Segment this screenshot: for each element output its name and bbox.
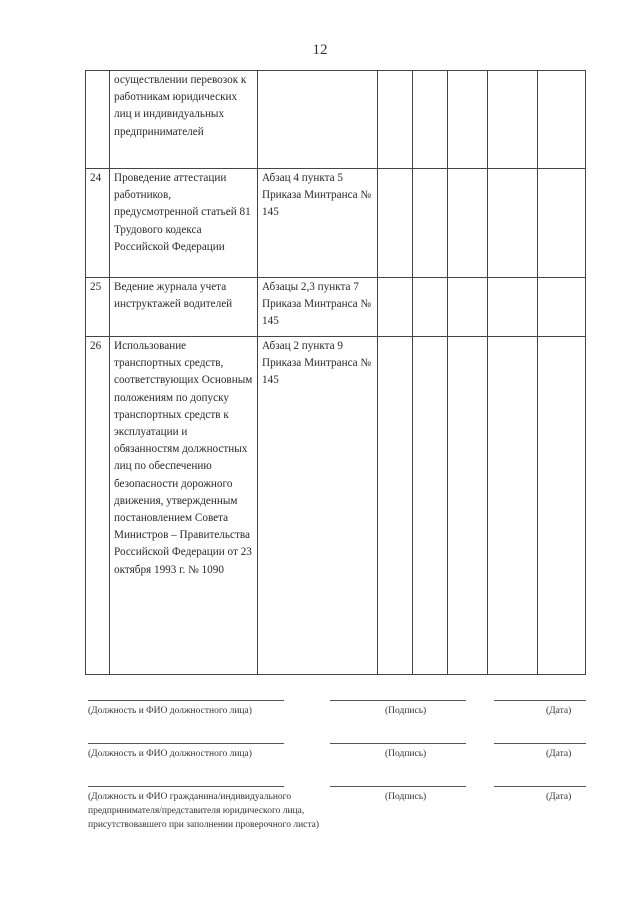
position-line bbox=[88, 786, 284, 787]
date-line bbox=[494, 700, 586, 701]
signature-line bbox=[330, 700, 466, 701]
reference-cell: Абзац 4 пункта 5 Приказа Минтранса № 145 bbox=[258, 169, 378, 278]
answer-cell bbox=[378, 278, 413, 337]
table-row bbox=[86, 278, 586, 337]
reference-cell bbox=[258, 71, 378, 169]
note-cell bbox=[538, 278, 586, 337]
answer-cell bbox=[448, 337, 488, 675]
answer-cell bbox=[378, 337, 413, 675]
page-number: 12 bbox=[312, 42, 328, 58]
table-row bbox=[86, 337, 586, 675]
answer-cell bbox=[413, 337, 448, 675]
answer-cell bbox=[378, 71, 413, 169]
answer-cell bbox=[378, 169, 413, 278]
answer-cell bbox=[488, 71, 538, 169]
note-cell bbox=[538, 337, 586, 675]
requirement-cell: Использование транспортных средств, соответствующих Основным положениям по допуску транспортных средств к эксплуатации и обязанностям должностных лиц по обеспечению безопасности дорожного движения, утвержденным постановлением Совета Министров – Правительства Российской Федерации от 23 октября 1993 г. № 1090 bbox=[110, 337, 258, 675]
answer-cell bbox=[413, 169, 448, 278]
date-label: (Дата) bbox=[546, 706, 572, 716]
date-label: (Дата) bbox=[546, 792, 572, 802]
answer-cell bbox=[413, 71, 448, 169]
date-line bbox=[494, 743, 586, 744]
row-number: 26 bbox=[86, 337, 110, 675]
signature-line bbox=[330, 786, 466, 787]
signature-label: (Подпись) bbox=[385, 749, 427, 759]
signature-line bbox=[330, 743, 466, 744]
position-label: (Должность и ФИО гражданина/индивидуального предпринимателя/представителя юридического лица, присутствовавшего при заполнении проверочного листа) bbox=[88, 792, 320, 830]
requirement-cell: Проведение аттестации работников, предусмотренной статьей 81 Трудового кодекса Российской Федерации bbox=[110, 169, 258, 278]
signature-label: (Подпись) bbox=[385, 792, 427, 802]
answer-cell bbox=[448, 278, 488, 337]
row-number: 24 bbox=[86, 169, 110, 278]
answer-cell bbox=[413, 278, 448, 337]
date-label: (Дата) bbox=[546, 749, 572, 759]
answer-cell bbox=[448, 71, 488, 169]
answer-cell bbox=[488, 278, 538, 337]
reference-cell: Абзац 2 пункта 9 Приказа Минтранса № 145 bbox=[258, 337, 378, 675]
row-number bbox=[86, 71, 110, 169]
table-row bbox=[86, 71, 586, 169]
signature-label: (Подпись) bbox=[385, 706, 427, 716]
table-row bbox=[86, 169, 586, 278]
position-line bbox=[88, 700, 284, 701]
answer-cell bbox=[448, 169, 488, 278]
date-line bbox=[494, 786, 586, 787]
reference-cell: Абзацы 2,3 пункта 7 Приказа Минтранса № 145 bbox=[258, 278, 378, 337]
answer-cell bbox=[488, 169, 538, 278]
position-label: (Должность и ФИО должностного лица) bbox=[88, 749, 252, 759]
requirement-cell: Ведение журнала учета инструктажей водителей bbox=[110, 278, 258, 337]
checklist-table bbox=[85, 70, 586, 675]
position-label: (Должность и ФИО должностного лица) bbox=[88, 706, 252, 716]
note-cell bbox=[538, 169, 586, 278]
note-cell bbox=[538, 71, 586, 169]
answer-cell bbox=[488, 337, 538, 675]
requirement-cell: осуществлении перевозок к работникам юридических лиц и индивидуальных предпринимателей bbox=[110, 71, 258, 169]
position-line bbox=[88, 743, 284, 744]
row-number: 25 bbox=[86, 278, 110, 337]
